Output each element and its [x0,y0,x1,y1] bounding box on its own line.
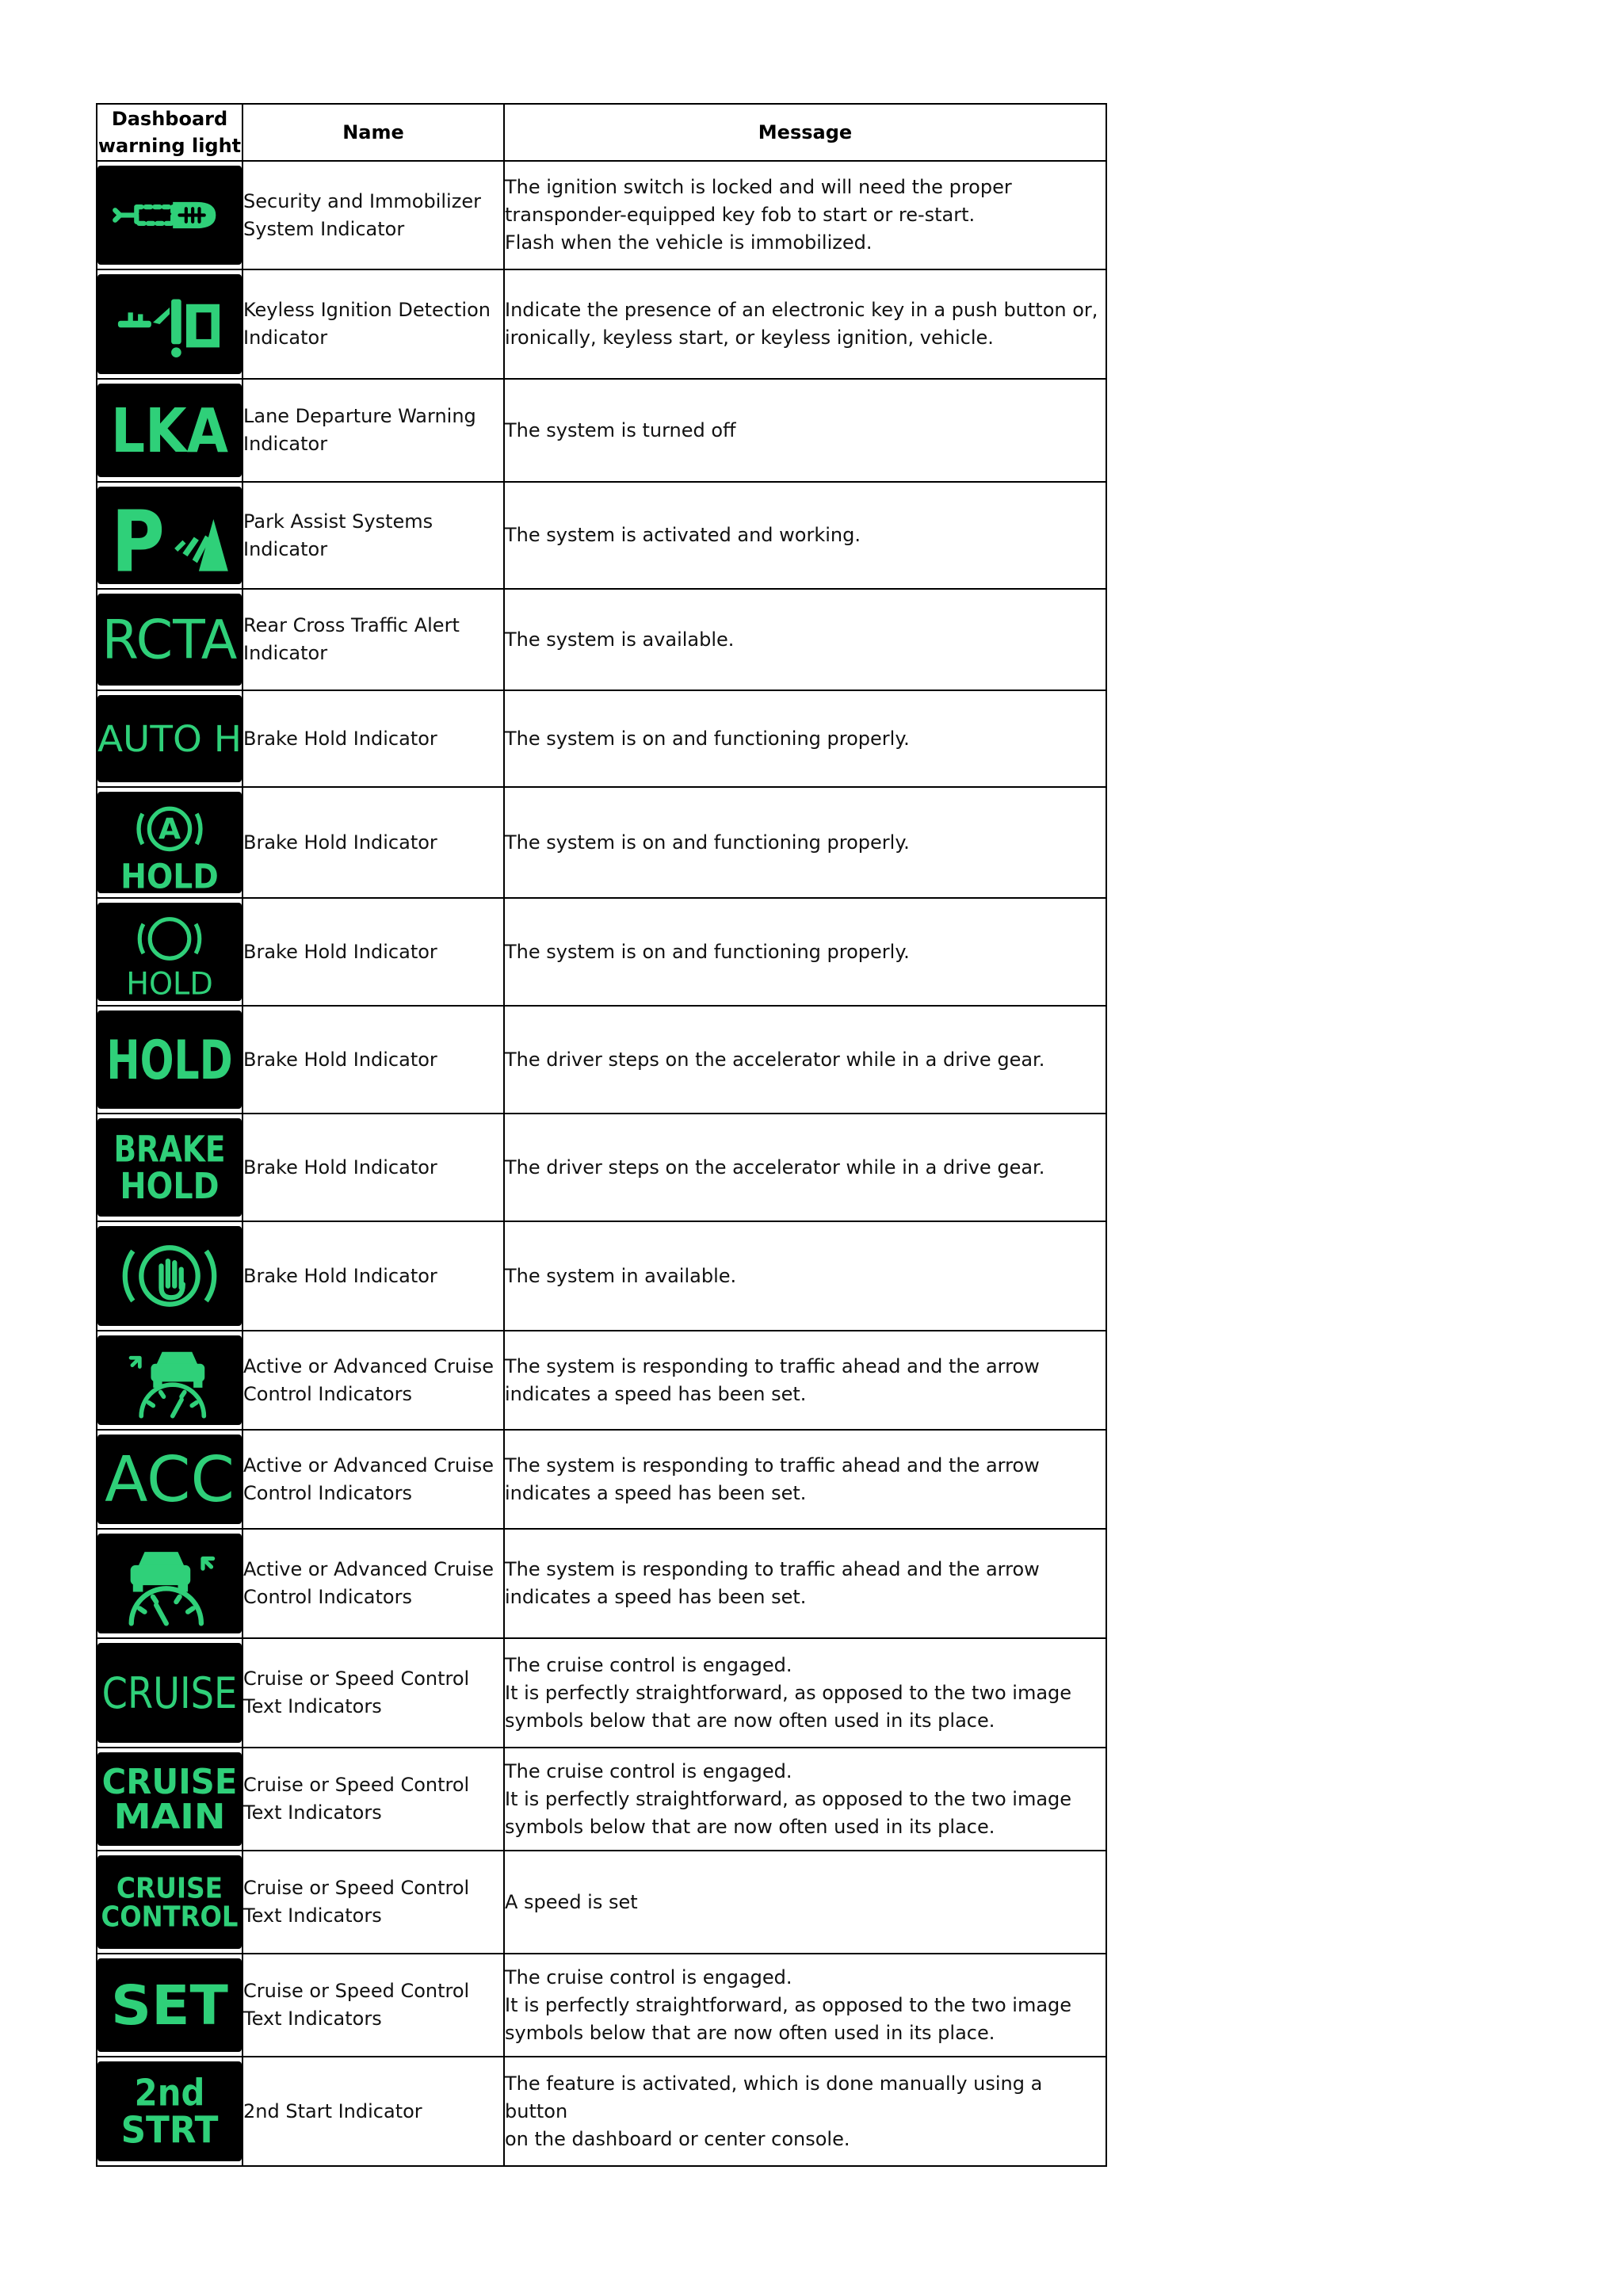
indicator-name: Brake Hold Indicator [242,1114,504,1221]
indicator-name: 2nd Start Indicator [242,2057,504,2166]
table-row [97,1114,1106,1221]
indicator-message: The system is responding to traffic ahead and the arrow indicates a speed has been set. [504,1331,1106,1430]
a-hold-icon [97,792,242,897]
indicator-message: The system is activated and working. [504,482,1106,589]
indicator-name: Lane Departure Warning Indicator [242,379,504,482]
table-row [97,482,1106,589]
hand-brake-hold-icon [97,1226,242,1326]
svg-text:CONTROL: CONTROL [101,1901,239,1934]
svg-text:A: A [158,812,181,846]
indicator-name: Active or Advanced Cruise Control Indicators [242,1430,504,1529]
indicator-message: The system is available. [504,589,1106,690]
warning-light-cell [97,269,242,379]
table-row [97,1954,1106,2057]
adaptive-cruise-car-icon [97,1335,242,1425]
indicator-name: Rear Cross Traffic Alert Indicator [242,589,504,690]
indicator-message: The system in available. [504,1221,1106,1331]
svg-text:HOLD: HOLD [120,857,219,897]
indicator-name: Brake Hold Indicator [242,1006,504,1114]
acc-text-icon [97,1435,242,1524]
park-assist-icon [97,487,242,592]
rcta-text-icon [97,594,242,686]
svg-text:P: P [111,493,165,592]
indicator-name: Brake Hold Indicator [242,1221,504,1331]
indicator-message: The system is on and functioning properly. [504,690,1106,787]
warning-light-cell [97,1430,242,1529]
indicator-name: Cruise or Speed Control Text Indicators [242,1638,504,1748]
table-row [97,1331,1106,1430]
warning-light-cell [97,589,242,690]
warning-light-cell [97,690,242,787]
cruise-control-text-icon [97,1855,242,1949]
svg-text:HOLD: HOLD [106,1028,233,1092]
warning-light-cell [97,1114,242,1221]
table-row [97,269,1106,379]
indicator-message: The driver steps on the accelerator while in a drive gear. [504,1114,1106,1221]
indicator-message: The feature is activated, which is done manually using a button on the dashboard or center console. [504,2057,1106,2166]
table-row [97,787,1106,898]
2nd-start-text-icon [97,2061,242,2161]
warning-light-cell [97,787,242,898]
indicator-message: The cruise control is engaged. It is perfectly straightforward, as opposed to the two image symbols below that are now often used in its place. [504,1748,1106,1851]
svg-text:HOLD: HOLD [120,1166,220,1208]
svg-text:LKA: LKA [111,395,228,467]
warning-light-cell [97,1006,242,1114]
hold-text-icon [97,1010,242,1109]
table-row [97,2057,1106,2166]
indicator-message: The system is on and functioning properly. [504,898,1106,1006]
indicator-message: The system is responding to traffic ahead and the arrow indicates a speed has been set. [504,1430,1106,1529]
cruise-text-icon [97,1643,242,1743]
svg-text:SET: SET [111,1973,229,2038]
indicator-name: Cruise or Speed Control Text Indicators [242,1851,504,1954]
table-row [97,1006,1106,1114]
circle-hold-icon [97,903,242,1001]
warning-light-cell [97,1638,242,1748]
lka-text-icon [97,384,242,477]
table-row [97,898,1106,1006]
table-row [97,1529,1106,1638]
indicator-name: Active or Advanced Cruise Control Indicators [242,1529,504,1638]
indicator-message: The cruise control is engaged. It is perfectly straightforward, as opposed to the two image symbols below that are now often used in its place. [504,1954,1106,2057]
table-row [97,1748,1106,1851]
indicator-name: Cruise or Speed Control Text Indicators [242,1748,504,1851]
cruise-main-text-icon [97,1752,242,1846]
svg-text:MAIN: MAIN [113,1797,226,1838]
header-message: Message [504,104,1106,161]
warning-light-cell [97,1748,242,1851]
indicator-message: The system is on and functioning properly. [504,787,1106,898]
warning-light-cell [97,1954,242,2057]
svg-text:2nd: 2nd [134,2072,205,2115]
warning-light-table [96,103,1107,2167]
warning-light-cell [97,161,242,269]
table-row [97,161,1106,269]
indicator-name: Brake Hold Indicator [242,898,504,1006]
header-dashboard-warning-light: Dashboard warning light [97,104,242,161]
table-row [97,1430,1106,1529]
svg-text:STRT: STRT [120,2109,219,2153]
set-text-icon [97,1958,242,2052]
table-row [97,1851,1106,1954]
svg-text:BRAKE: BRAKE [113,1129,226,1171]
indicator-message: The system is turned off [504,379,1106,482]
indicator-name: Brake Hold Indicator [242,787,504,898]
brake-hold-text-icon [97,1118,242,1217]
warning-light-cell [97,1221,242,1331]
table-row [97,1638,1106,1748]
svg-text:HOLD: HOLD [126,966,213,1003]
warning-light-cell [97,2057,242,2166]
warning-light-cell [97,482,242,592]
security-immobilizer-key-icon [97,166,242,265]
indicator-name: Keyless Ignition Detection Indicator [242,269,504,379]
auto-h-text-icon [97,695,242,782]
table-row [97,589,1106,690]
svg-text:RCTA: RCTA [101,609,238,672]
table-row [97,690,1106,787]
indicator-name: Security and Immobilizer System Indicator [242,161,504,269]
indicator-name: Park Assist Systems Indicator [242,482,504,589]
svg-text:AUTO H: AUTO H [97,718,242,761]
indicator-message: The ignition switch is locked and will need the proper transponder-equipped key fob to start or re-start. Flash when the vehicle is immobilized. [504,161,1106,269]
table-row [97,379,1106,482]
warning-light-cell [97,1331,242,1430]
warning-light-cell [97,1529,242,1638]
warning-light-cell [97,1851,242,1954]
keyless-ignition-key-icon [97,274,242,374]
warning-light-cell [97,898,242,1006]
indicator-message: A speed is set [504,1851,1106,1954]
table-header-row [97,104,1106,161]
indicator-name: Cruise or Speed Control Text Indicators [242,1954,504,2057]
indicator-name: Active or Advanced Cruise Control Indicators [242,1331,504,1430]
table-row [97,1221,1106,1331]
svg-text:ACC: ACC [105,1443,235,1517]
indicator-name: Brake Hold Indicator [242,690,504,787]
svg-text:CRUISE: CRUISE [101,1763,238,1803]
indicator-message: The cruise control is engaged. It is perfectly straightforward, as opposed to the two image symbols below that are now often used in its place. [504,1638,1106,1748]
adaptive-cruise-car-icon-2 [97,1534,242,1633]
indicator-message: The system is responding to traffic ahead and the arrow indicates a speed has been set. [504,1529,1106,1638]
indicator-message: The driver steps on the accelerator while in a drive gear. [504,1006,1106,1114]
svg-text:CRUISE: CRUISE [116,1871,223,1905]
svg-text:CRUISE: CRUISE [101,1668,238,1719]
warning-light-cell [97,379,242,482]
indicator-message: Indicate the presence of an electronic key in a push button or, ironically, keyless start, or keyless ignition, vehicle. [504,269,1106,379]
header-name: Name [242,104,504,161]
